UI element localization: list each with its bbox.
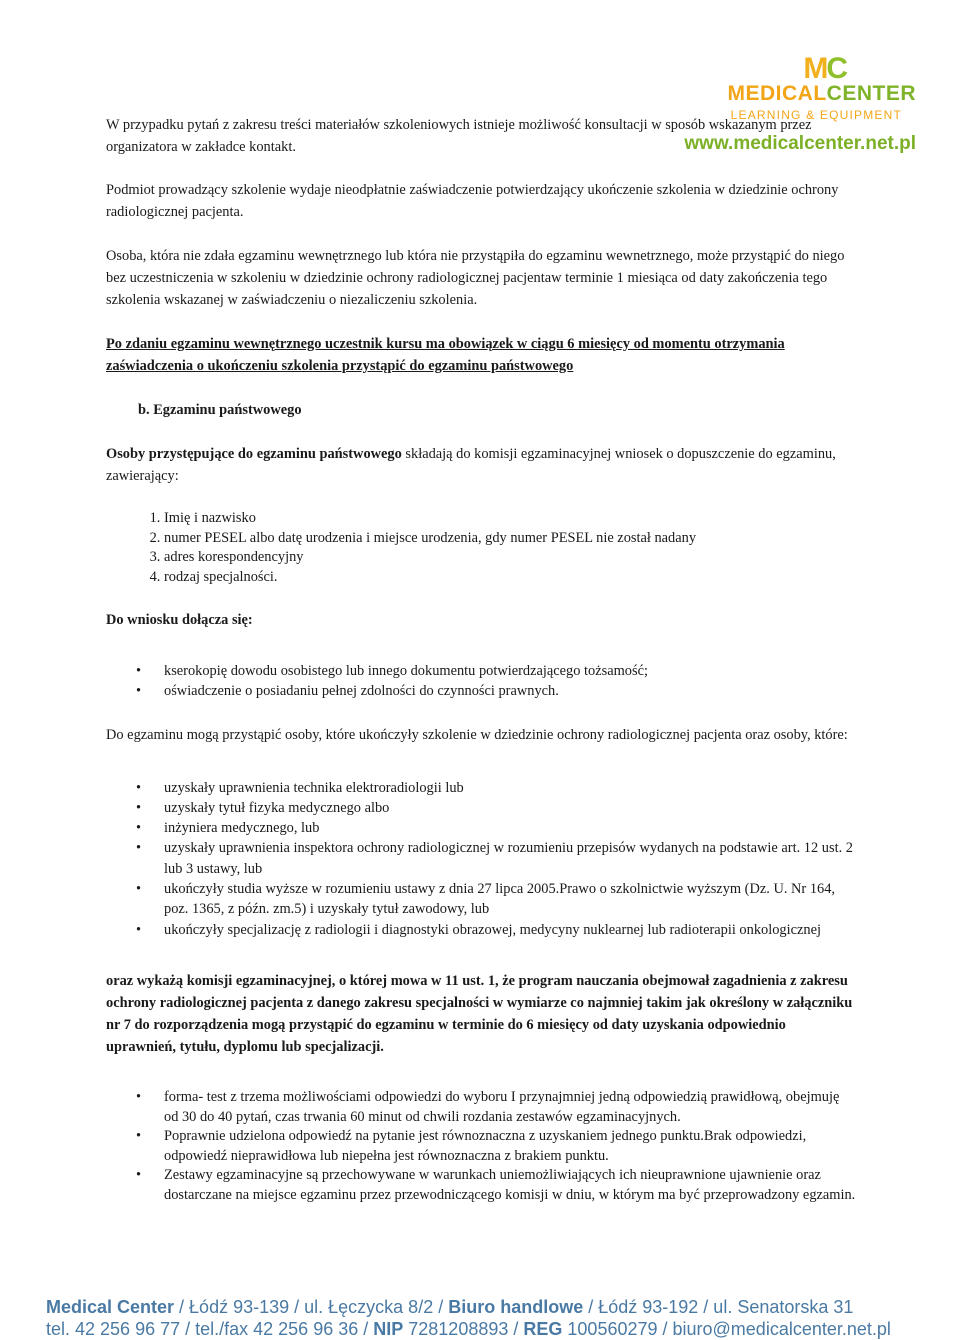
logo-name: MEDICALCENTER [727, 82, 916, 105]
list-item: • kserokopię dowodu osobistego lub innego dokumentu potwierdzającego tożsamość; [164, 661, 856, 681]
paragraph-state-exam-deadline: Po zdaniu egzaminu wewnętrznego uczestnik kursu ma obowiązek w ciągu 6 miesięcy od momentu otrzymania zaświadczenia o ukończeniu szkolenia przystąpić do egzaminu państwowego [106, 336, 785, 374]
paragraph-application [106, 443, 856, 487]
logo-tagline: LEARNING & EQUIPMENT [730, 108, 902, 122]
section-heading-state-exam: b. Egzaminu państwowego [138, 402, 302, 418]
list-item: • inżyniera medycznego, lub [164, 818, 856, 838]
exam-info-list [106, 1088, 856, 1206]
footer-contact-line: tel. 42 256 96 77 / tel./fax 42 256 96 36 / NIP 7281208893 / REG 100560279 / biuro@medicalcenter.net.pl [46, 1319, 891, 1339]
document-body [106, 114, 856, 1206]
list-item: • ukończyły studia wyższe w rozumieniu ustawy z dnia 27 lipca 2005.Prawo o szkolnictwie wyższym (Dz. U. Nr 164, poz. 1365, z późn. zm.5) i uzyskały tytuł zawodowy, lub [164, 879, 856, 920]
paragraph-program-requirement: oraz wykażą komisji egzaminacyjnej, o której mowa w 11 ust. 1, że program nauczania obejmował zagadnienia z zakresu ochrony radiologicznej pacjenta z danego zakresu specjalności w wymiarze co najmniej takim jak określony w załączniku nr 7 do rozporządzenia mogą przystąpić do egzaminu w terminie do 6 miesięcy od daty uzyskania odpowiednio uprawnień, tytułu, dyplomu lub specjalizacji. [106, 972, 853, 1055]
list-item: 4. rodzaj specjalności. [164, 568, 856, 588]
list-item: • uzyskały uprawnienia technika elektroradiologii lub [164, 778, 856, 798]
attachments-list [106, 661, 856, 702]
list-item: • uzyskały tytuł fizyka medycznego albo [164, 798, 856, 818]
list-item: • Zestawy egzaminacyjne są przechowywane w warunkach uniemożliwiających ich nieuprawnione ujawnienie oraz dostarczane na miejsce egzaminu przez przewodniczącego komisji w dniu, w którym ma być przeprowadzony egzamin. [164, 1166, 856, 1205]
footer-address-line: Medical Center / Łódź 93-139 / ul. Łęczycka 8/2 / Biuro handlowe / Łódź 93-192 / ul. Senatorska 31 [46, 1297, 854, 1317]
list-item: • uzyskały uprawnienia inspektora ochrony radiologicznej w rozumieniu przepisów wydanych na podstawie art. 12 ust. 2 lub 3 ustawy, lub [164, 838, 856, 879]
paragraph-certificate: Podmiot prowadzący szkolenie wydaje nieodpłatnie zaświadczenie potwierdzający ukończenie szkolenia w dziedzinie ochrony radiologicznej pacjenta. [106, 182, 839, 220]
list-item: • Poprawnie udzielona odpowiedź na pytanie jest równoznaczna z uzyskaniem jednego punktu.Brak odpowiedzi, odpowiedź nieprawidłowa lub niepełna jest równoznaczna z brakiem punktu. [164, 1127, 856, 1166]
page-footer [46, 1296, 946, 1340]
list-item: • forma- test z trzema możliwościami odpowiedzi do wyboru I przynajmniej jedną odpowiedzią prawidłową, obejmuję od 30 do 40 pytań, czas trwania 60 minut od chwili rozdania zestawów egzaminacyjnych. [164, 1088, 856, 1127]
application-rest: składają do komisji egzaminacyjnej wniosek o dopuszczenie do egzaminu, zawierający: [106, 446, 836, 484]
logo-mark: MC [803, 52, 846, 85]
eligibility-list [106, 778, 856, 940]
paragraph-retake: Osoba, która nie zdała egzaminu wewnętrznego lub która nie przystąpiła do egzaminu wewnetrznego, może przystąpić do niego bez uczestniczenia w szkoleniu w dziedzinie ochrony radiologicznej pacjentaw terminie 1 miesiąca od daty zakończenia tego szkolenia wskazanej w zaświadczeniu o niezaliczeniu szkolenia. [106, 248, 845, 308]
paragraph-consultation: W przypadku pytań z zakresu treści materiałów szkoleniowych istnieje możliwość konsultacji w sposób wskazanym przez organizatora w zakładce kontakt. [106, 117, 812, 155]
paragraph-eligibility: Do egzaminu mogą przystąpić osoby, które ukończyły szkolenie w dziedzinie ochrony radiologicznej pacjenta oraz osoby, które: [106, 726, 848, 743]
list-item: 2. numer PESEL albo datę urodzenia i miejsce urodzenia, gdy numer PESEL nie został nadany [164, 529, 856, 549]
list-item: 1. Imię i nazwisko [164, 509, 856, 529]
application-items-list [106, 509, 856, 587]
application-lead: Osoby przystępujące do egzaminu państwowego [106, 446, 402, 462]
logo-url-link[interactable]: www.medicalcenter.net.pl [684, 133, 916, 154]
attachments-heading: Do wniosku dołącza się: [106, 612, 253, 628]
list-item: 3. adres korespondencyjny [164, 548, 856, 568]
list-item: • oświadczenie o posiadaniu pełnej zdolności do czynności prawnych. [164, 681, 856, 701]
list-item: • ukończyły specjalizację z radiologii i diagnostyki obrazowej, medycyny nuklearnej lub radioterapii onkologicznej [164, 920, 856, 940]
